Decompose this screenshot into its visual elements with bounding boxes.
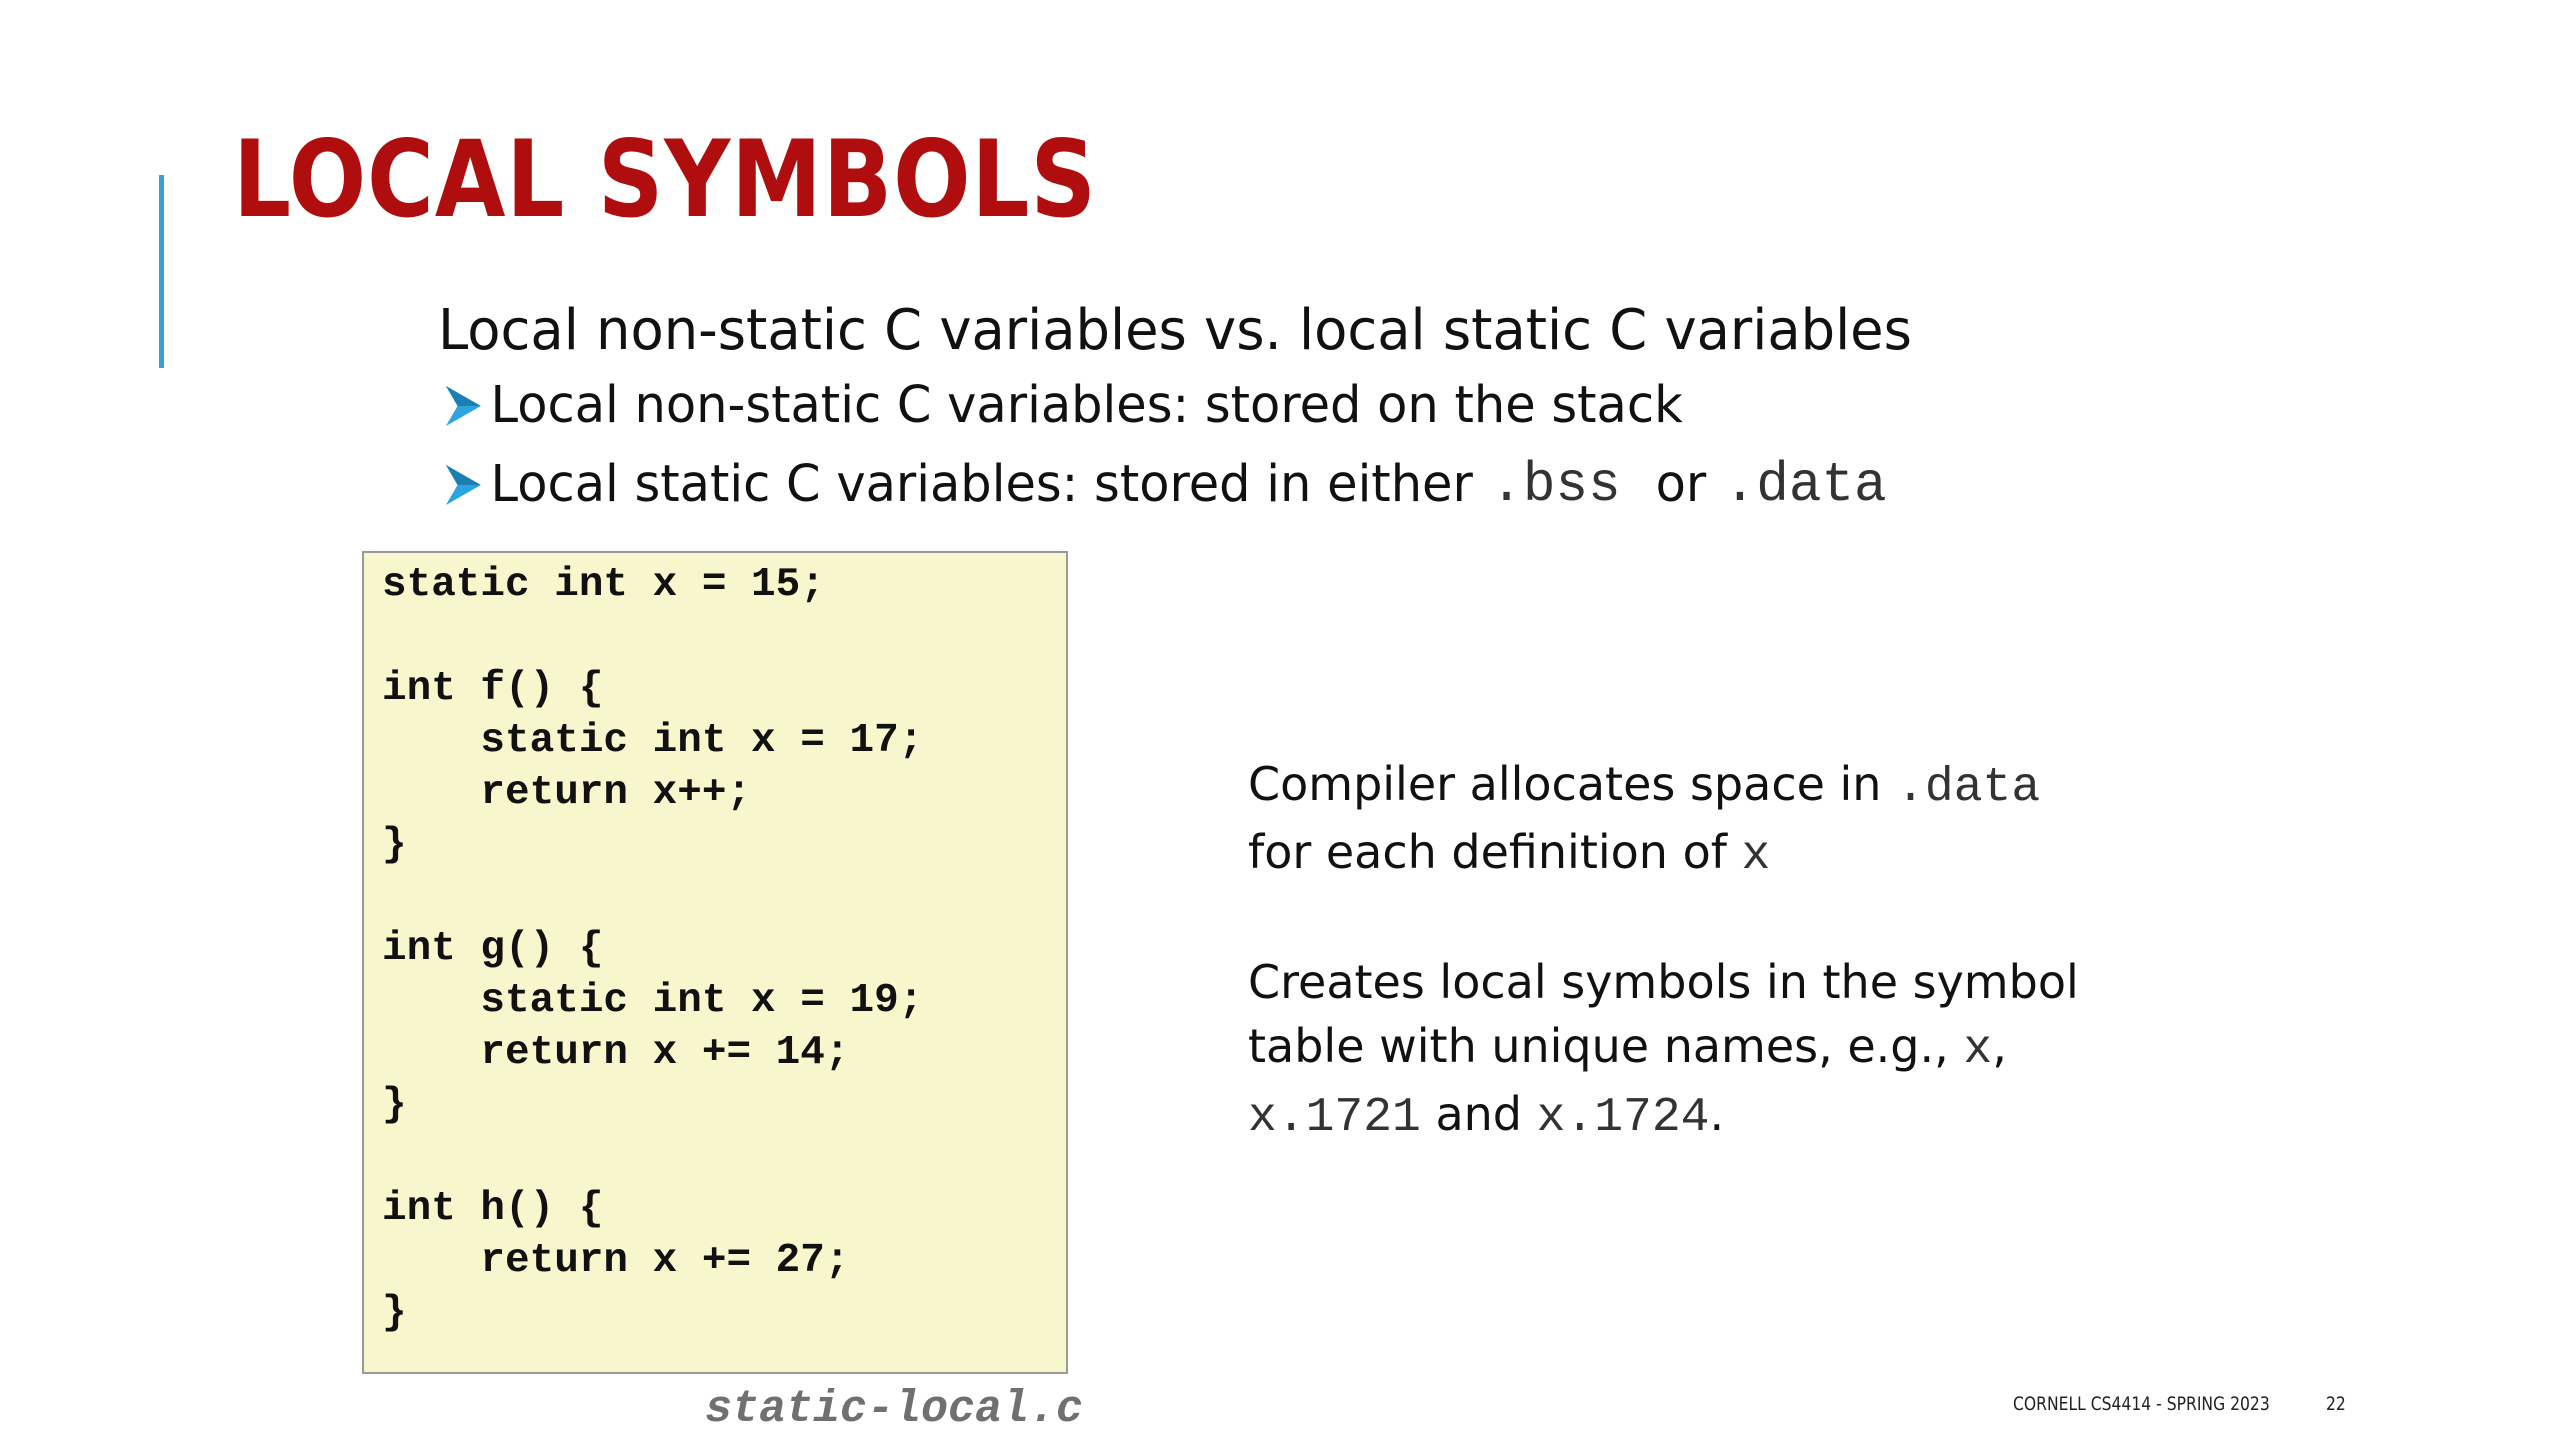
code-line: static int x = 15; xyxy=(382,562,825,608)
code-line: return x++; xyxy=(382,770,752,816)
code-listing xyxy=(362,551,1068,1374)
code-line: return x += 27; xyxy=(382,1238,850,1284)
bss-section-code: .bss xyxy=(1490,453,1621,517)
footer-course: CORNELL CS4414 - SPRING 2023 xyxy=(2013,1393,2270,1415)
note-text: Compiler allocates space in xyxy=(1248,757,1882,811)
code-line: } xyxy=(382,1290,407,1336)
variable-code: x xyxy=(1963,1023,1993,1077)
code-line: } xyxy=(382,1082,407,1128)
note-text: . xyxy=(1709,1087,1725,1141)
note-text: and xyxy=(1435,1087,1522,1141)
arrow-bullet-icon xyxy=(444,461,483,509)
code-line: } xyxy=(382,822,407,868)
note-local-symbols xyxy=(1248,950,2148,1150)
bullet-text: Local non-static C variables: stored on the stack xyxy=(490,376,1683,435)
note-allocation xyxy=(1248,752,2148,888)
note-text: for each definition of xyxy=(1248,825,1727,879)
bullet-item-static xyxy=(444,452,1887,518)
code-line: static int x = 17; xyxy=(382,718,924,764)
note-text: , xyxy=(1992,1019,2007,1073)
code-line: int f() { xyxy=(382,666,604,712)
lead-text: Local non-static C variables vs. local static C variables xyxy=(438,298,1912,363)
arrow-bullet-icon xyxy=(444,382,483,430)
code-line: return x += 14; xyxy=(382,1030,850,1076)
data-section-code: .data xyxy=(1896,761,2041,815)
bullet-text: Local static C variables: stored in either xyxy=(490,455,1473,514)
bullet-joiner: or xyxy=(1655,455,1707,514)
code-line: static int x = 19; xyxy=(382,978,924,1024)
code-line: int h() { xyxy=(382,1186,604,1232)
code-filename-caption: static-local.c xyxy=(705,1384,1084,1435)
slide-title: LOCAL SYMBOLS xyxy=(233,118,1097,241)
symbol-name-code: x.1721 xyxy=(1248,1091,1421,1145)
data-section-code: .data xyxy=(1723,453,1887,517)
code-line: int g() { xyxy=(382,926,604,972)
page-number: 22 xyxy=(2326,1393,2346,1415)
bullet-item-non-static xyxy=(444,373,1683,439)
note-text: Creates local symbols in the symbol table with unique names, e.g., xyxy=(1248,955,2079,1073)
symbol-name-code: x.1724 xyxy=(1536,1091,1710,1145)
title-accent-bar xyxy=(159,175,164,368)
variable-code: x xyxy=(1741,829,1771,883)
